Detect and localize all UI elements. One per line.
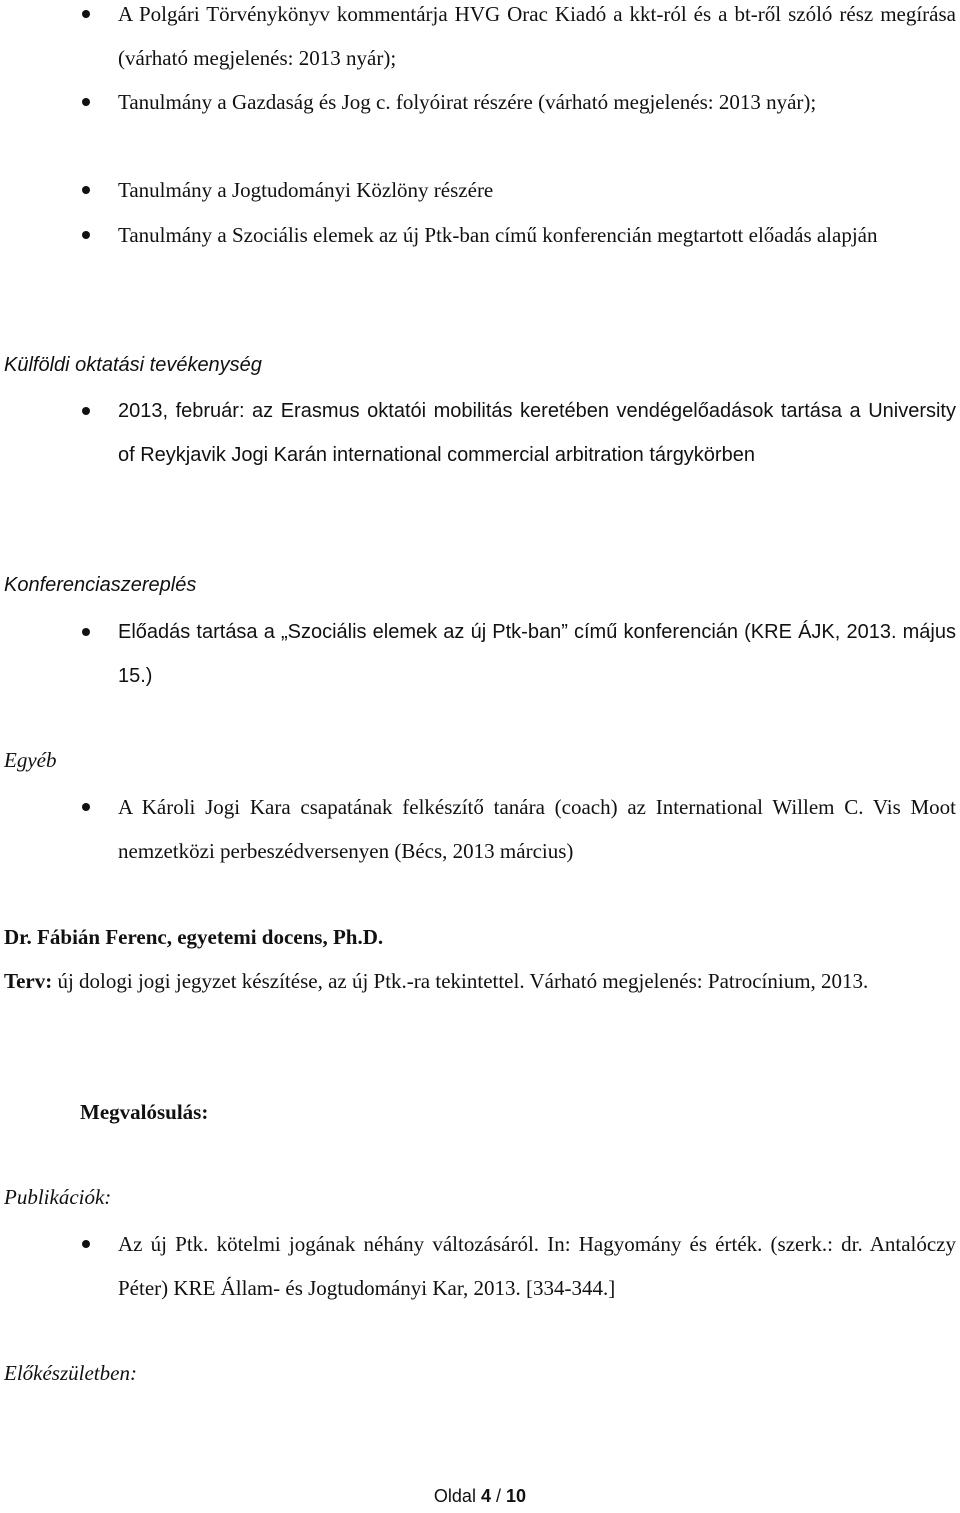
bullet-icon xyxy=(82,10,90,18)
bullet-icon xyxy=(82,98,90,106)
bullet-icon xyxy=(82,1240,90,1248)
list-item: 2013, február: az Erasmus oktatói mobilitás keretében vendégelőadások tartása a University of Reykjavik Jogi Karán international commercial arbitration tárgykörben xyxy=(118,400,956,466)
list-item: A Polgári Törvénykönyv kommentárja HVG Orac Kiadó a kkt-ról és a bt-ről szóló rész megírása (várható megjelenés: 2013 nyár); xyxy=(118,2,956,70)
page-separator: / xyxy=(496,1486,502,1506)
section-heading-realization: Megvalósulás: xyxy=(80,1100,209,1124)
bullet-icon xyxy=(82,628,90,636)
page-number-footer xyxy=(0,1486,960,1507)
total-pages: 10 xyxy=(506,1486,527,1506)
section-heading-in-preparation: Előkészületben: xyxy=(4,1361,137,1385)
section-heading-conferences: Konferenciaszereplés xyxy=(4,574,197,596)
plan-paragraph xyxy=(4,959,956,1003)
plan-text: új dologi jogi jegyzet készítése, az új Ptk.-ra tekintettel. Várható megjelenés: Patrocínium, 2013. xyxy=(57,969,869,993)
list-item: Tanulmány a Szociális elemek az új Ptk-ban című konferencián megtartott előadás alapján xyxy=(118,223,878,247)
bullet-icon xyxy=(82,186,90,194)
list-item: Tanulmány a Gazdaság és Jog c. folyóirat részére (várható megjelenés: 2013 nyár); xyxy=(118,90,817,114)
list-item: A Károli Jogi Kara csapatának felkészítő tanára (coach) az International Willem C. Vis Moot nemzetközi perbeszédversenyen (Bécs, 2013 március) xyxy=(118,795,956,863)
section-heading-publications: Publikációk: xyxy=(4,1185,112,1209)
page-label: Oldal xyxy=(433,1486,476,1506)
plan-label: Terv: xyxy=(4,969,53,993)
list-item: Tanulmány a Jogtudományi Közlöny részére xyxy=(118,178,494,202)
bullet-icon xyxy=(82,407,90,415)
bullet-icon xyxy=(82,803,90,811)
section-heading-foreign-teaching: Külföldi oktatási tevékenység xyxy=(4,354,262,376)
bullet-icon xyxy=(82,231,90,239)
list-item: Előadás tartása a „Szociális elemek az új Ptk-ban” című konferencián (KRE ÁJK, 2013. május 15.) xyxy=(118,621,956,687)
person-name: Dr. Fábián Ferenc, egyetemi docens, Ph.D. xyxy=(4,925,384,949)
list-item: Az új Ptk. kötelmi jogának néhány változásáról. In: Hagyomány és érték. (szerk.: dr. Antalóczy Péter) KRE Állam- és Jogtudományi Kar, 2013. [334-344.] xyxy=(118,1232,956,1300)
section-heading-other: Egyéb xyxy=(4,748,57,772)
current-page: 4 xyxy=(480,1486,491,1506)
